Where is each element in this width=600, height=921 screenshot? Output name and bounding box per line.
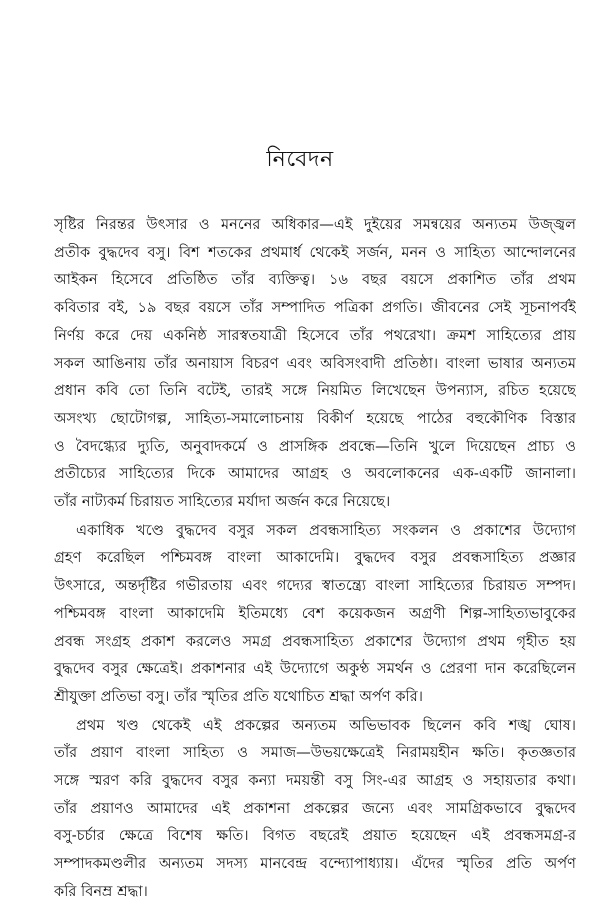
text-line: ও বৈদগ্ধ্যের দ্যুতি, অনুবাদকর্মে ও প্রাসঙ্গিক প্রবন্ধে—তিনি খুলে দিয়েছেন প্রাচ্য ও (54, 437, 576, 455)
text-line: প্রবন্ধ সংগ্রহ প্রকাশ করলেও সমগ্র প্রবন্ধসাহিত্য প্রকাশের উদ্যোগ প্রথম গৃহীত হয় (54, 632, 576, 650)
text-line: প্রথম খণ্ড থেকেই এই প্রকল্পের অন্যতম অভিভাবক ছিলেন কবি শঙ্খ ঘোষ। (76, 716, 576, 734)
text-line: সম্পাদকমণ্ডলীর অন্যতম সদস্য মানবেন্দ্র বন্দ্যোপাধ্যায়। এঁদের স্মৃতির প্রতি অর্পণ (54, 855, 576, 873)
text-line: নির্ণয় করে দেয় একনিষ্ঠ সারস্বতযাত্রী হিসেবে তাঁর পথরেখা। ক্রমশ সাহিত্যের প্রায় (54, 326, 576, 344)
page-title: নিবেদন (266, 147, 334, 172)
text-line: সঙ্গে স্মরণ করি বুদ্ধদেব বসুর কন্যা দময়ন্তী বসু সিং-এর আগ্রহ ও সহায়তার কথা। (54, 772, 576, 790)
text-line: শ্রীযুক্তা প্রতিভা বসু। তাঁর স্মৃতির প্রতি যথোচিত শ্রদ্ধা অর্পণ করি। (54, 687, 423, 705)
paragraph-1 (54, 211, 576, 516)
text-line: প্রতীক বুদ্ধদেব বসু। বিশ শতকের প্রথমার্ধ থেকেই সর্জন, মনন ও সাহিত্য আন্দোলনের (54, 243, 576, 261)
text-line: প্রধান কবি তো তিনি বটেই, তারই সঙ্গে নিয়মিত লিখেছেন উপন্যাস, রচিত হয়েছে (54, 382, 576, 400)
text-line: তাঁর প্রয়াণও আমাদের এই প্রকাশনা প্রকল্পের জন্যে এবং সামগ্রিকভাবে বুদ্ধদেব (54, 799, 576, 817)
text-line: উৎসারে, অন্তর্দৃষ্টির গভীরতায় এবং গদ্যের স্বাতন্ত্র্যে বাংলা সাহিত্যের চিরায়ত সম্পদ। (54, 577, 576, 595)
paragraph-2 (54, 517, 576, 711)
text-line: তাঁর নাট্যকর্ম চিরায়ত সাহিত্যের মর্যাদা অর্জন করে নিয়েছে। (54, 493, 391, 511)
text-line: কবিতার বই, ১৯ বছর বয়সে তাঁর সম্পাদিত পত্রিকা প্রগতি। জীবনের সেই সূচনাপর্বই (54, 299, 576, 317)
text-line: প্রতীচ্যের সাহিত্যের দিকে আমাদের আগ্রহ ও অবলোকনের এক-একটি জানালা। (54, 465, 576, 483)
text-line: সকল আঙিনায় তাঁর অনায়াস বিচরণ এবং অবিসংবাদী প্রতিষ্ঠা। বাংলা ভাষার অন্যতম (54, 354, 576, 372)
text-line: বুদ্ধদেব বসুর ক্ষেত্রেই। প্রকাশনার এই উদ্যোগে অকুণ্ঠ সমর্থন ও প্রেরণা দান করেছিলেন (54, 660, 576, 678)
text-line: সৃষ্টির নিরন্তর উৎসার ও মননের অধিকার—এই দুইয়ের সমন্বয়ের অন্যতম উজ্জ্বল (54, 216, 576, 233)
text-line: বসু-চর্চার ক্ষেত্রে বিশেষ ক্ষতি। বিগত বছরেই প্রয়াত হয়েছেন এই প্রবন্ধসমগ্র-র (54, 827, 576, 845)
text-line: তাঁর প্রয়াণ বাংলা সাহিত্য ও সমাজ—উভয়ক্ষেত্রেই নিরাময়হীন ক্ষতি। কৃতজ্ঞতার (54, 744, 576, 762)
paragraph-3 (54, 712, 576, 906)
text-line: একাধিক খণ্ডে বুদ্ধদেব বসুর সকল প্রবন্ধসাহিত্য সংকলন ও প্রকাশের উদ্যোগ (76, 521, 576, 539)
body-text (54, 211, 576, 906)
text-line: গ্রহণ করেছিল পশ্চিমবঙ্গ বাংলা আকাদেমি। বুদ্ধদেব বসুর প্রবন্ধসাহিত্য প্রজ্ঞার (54, 549, 576, 567)
text-line: আইকন হিসেবে প্রতিষ্ঠিত তাঁর ব্যক্তিত্ব। ১৬ বছর বয়সে প্রকাশিত তাঁর প্রথম (54, 271, 576, 289)
text-line: পশ্চিমবঙ্গ বাংলা আকাদেমি ইতিমধ্যে বেশ কয়েকজন অগ্রণী শিল্প-সাহিত্যভাবুকের (54, 604, 576, 622)
text-line: অসংখ্য ছোটোগল্প, সাহিত্য-সমালোচনায় বিকীর্ণ হয়েছে পাঠের বহুকৌণিক বিস্তার (54, 409, 576, 427)
text-line: করি বিনম্র শ্রদ্ধা। (54, 882, 148, 900)
